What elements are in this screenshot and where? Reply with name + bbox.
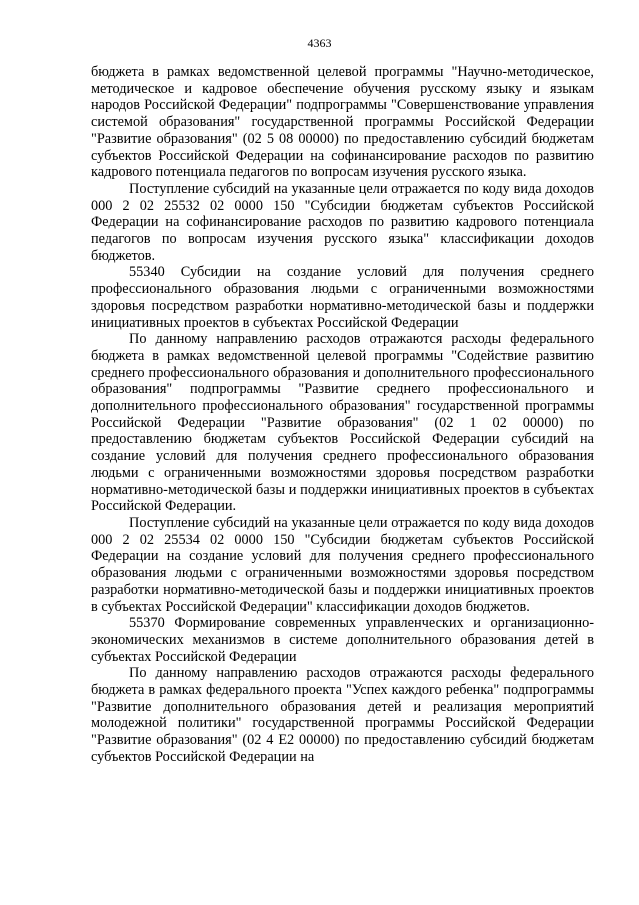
paragraph-4: По данному направлению расходов отражаются расходы федерального бюджета в рамках ведомственной целевой программы "Содействие развитию среднего профессионального образования и дополнительного профессионального образования" подпрограммы "Развитие среднего профессионального и дополнительного профессионального образования" государственной программы Российской Федерации "Развитие образования" (02 1 02 00000) по предоставлению бюджетам субъектов Российской Федерации субсидий на создание условий для получения среднего профессионального образования людьми с ограниченными возможностями здоровья посредством разработки нормативно-методической базы и поддержки инициативных проектов в субъектах Российской Федерации. [91,331,594,515]
paragraph-5: Поступление субсидий на указанные цели отражается по коду вида доходов 000 2 02 25534 02 0000 150 "Субсидии бюджетам субъектов Российской Федерации на создание условий для получения среднего профессионального образования людьми с ограниченными возможностями здоровья посредством разработки нормативно-методической базы и поддержки инициативных проектов в субъектах Российской Федерации" классификации доходов бюджетов. [91,514,594,615]
paragraph-3: 55340 Субсидии на создание условий для получения среднего профессионального образования людьми с ограниченными возможностями здоровья посредством разработки нормативно-методической базы и поддержки инициативных проектов в субъектах Российской Федерации [91,264,594,331]
paragraph-1: бюджета в рамках ведомственной целевой программы "Научно-методическое, методическое и кадровое обеспечение обучения русскому языку и языкам народов Российской Федерации" подпрограммы "Совершенствование управления системой образования" государственной программы Российской Федерации "Развитие образования" (02 5 08 00000) по предоставлению субсидий бюджетам субъектов Российской Федерации на софинансирование расходов по развитию кадрового потенциала педагогов по вопросам изучения русского языка. [91,64,594,181]
paragraph-7: По данному направлению расходов отражаются расходы федерального бюджета в рамках федерального проекта "Успех каждого ребенка" подпрограммы "Развитие дополнительного образования детей и реализация мероприятий молодежной политики" государственной программы Российской Федерации "Развитие образования" (02 4 Е2 00000) по предоставлению субсидий бюджетам субъектов Российской Федерации на [91,665,594,765]
paragraph-6: 55370 Формирование современных управленческих и организационно-экономических механизмов в системе дополнительного образования детей в субъектах Российской Федерации [91,615,594,665]
document-body [91,64,594,766]
paragraph-2: Поступление субсидий на указанные цели отражается по коду вида доходов 000 2 02 25532 02 0000 150 "Субсидии бюджетам субъектов Российской Федерации на софинансирование расходов по развитию кадрового потенциала педагогов по вопросам изучения русского языка" классификации доходов бюджетов. [91,180,594,264]
page-number: 4363 [307,36,332,50]
